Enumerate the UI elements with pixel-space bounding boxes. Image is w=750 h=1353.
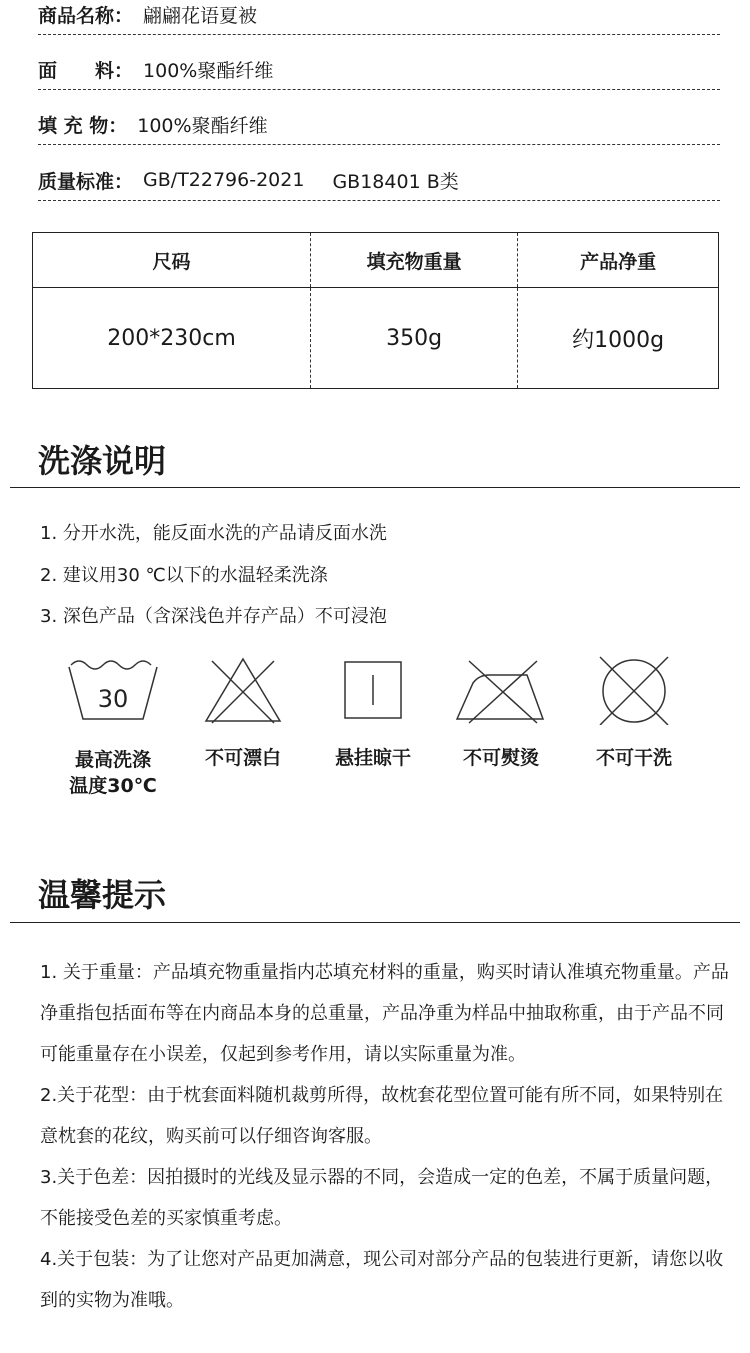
wash-temp-number: 30 (97, 685, 129, 713)
spec-row-filling: 填 充 物 ： 100%聚酯纤维 (38, 104, 720, 145)
list-item: 2.关于花型：由于枕套面料随机裁剪所得，故枕套花型位置可能有所不同，如果特别在意枕套的花纹，购买前可以仔细咨询客服。 (40, 1085, 724, 1147)
table-row (33, 288, 719, 389)
table-cell: 350g (311, 288, 518, 389)
section-divider (10, 487, 740, 488)
spec-value-secondary: GB18401 B类 (332, 170, 459, 193)
care-label: 悬挂晾干 (334, 747, 411, 769)
spec-label: 商品名称 (38, 4, 115, 27)
spec-row-standard: 质量标准 ： GB/T22796-2021 GB18401 B类 (38, 160, 720, 201)
table-header-row (33, 233, 719, 288)
washing-title: 洗涤说明 (38, 442, 167, 480)
care-label: 不可干洗 (595, 747, 672, 769)
table-header: 产品净重 (518, 233, 719, 288)
table-header: 尺码 (33, 233, 311, 288)
care-item-wash (63, 655, 163, 799)
spec-row-fabric: 面 料 ： 100%聚酯纤维 (38, 49, 720, 90)
no-bleach-icon (193, 655, 293, 725)
table-cell: 约1000g (518, 288, 719, 389)
spec-value: 100%聚酯纤维 (137, 114, 268, 137)
section-divider (10, 922, 740, 923)
table-header: 填充物重量 (311, 233, 518, 288)
spec-label: 质量标准 (38, 170, 115, 193)
list-item: 4.关于包装：为了让您对产品更加满意，现公司对部分产品的包装进行更新，请您以收到的实物为准哦。 (40, 1249, 724, 1311)
tips-title: 温馨提示 (38, 876, 167, 914)
care-label: 不可漂白 (204, 747, 281, 769)
wash-instruction-3: 3. 深色产品（含深浅色并存产品）不可浸泡 (40, 606, 387, 627)
wash-instruction-1: 1. 分开水洗，能反面水洗的产品请反面水洗 (40, 523, 387, 544)
tips-list (40, 952, 730, 1321)
line-dry-icon (323, 655, 423, 725)
no-dry-clean-icon (584, 655, 684, 725)
spec-row-name: 商品名称 ： 翩翩花语夏被 (38, 0, 720, 35)
no-iron-icon (451, 655, 551, 725)
care-item-bleach (193, 655, 293, 771)
spec-value: GB/T22796-2021 (143, 169, 305, 191)
care-item-dryclean (584, 655, 684, 771)
size-table (32, 232, 719, 389)
care-item-dry (323, 655, 423, 771)
care-item-iron (451, 655, 551, 771)
spec-label: 填 充 物 (38, 114, 109, 137)
wash-30-icon (63, 655, 163, 725)
wash-instruction-2: 2. 建议用30 ℃以下的水温轻柔洗涤 (40, 565, 328, 586)
spec-label: 面 料 (38, 59, 115, 82)
table-cell: 200*230cm (107, 325, 236, 351)
care-label: 最高洗涤 温度30℃ (69, 749, 157, 797)
care-label: 不可熨烫 (462, 747, 539, 769)
spec-value: 100%聚酯纤维 (143, 59, 274, 82)
list-item: 1. 关于重量：产品填充物重量指内芯填充材料的重量，购买时请认准填充物重量。产品净重指包括面布等在内商品本身的总重量，产品净重为样品中抽取称重，由于产品不同可能重量存在小误差，仅起到参考作用，请以实际重量为准。 (40, 962, 729, 1065)
spec-value: 翩翩花语夏被 (143, 4, 258, 27)
list-item: 3.关于色差：因拍摄时的光线及显示器的不同，会造成一定的色差，不属于质量问题，不能接受色差的买家慎重考虑。 (40, 1167, 724, 1229)
